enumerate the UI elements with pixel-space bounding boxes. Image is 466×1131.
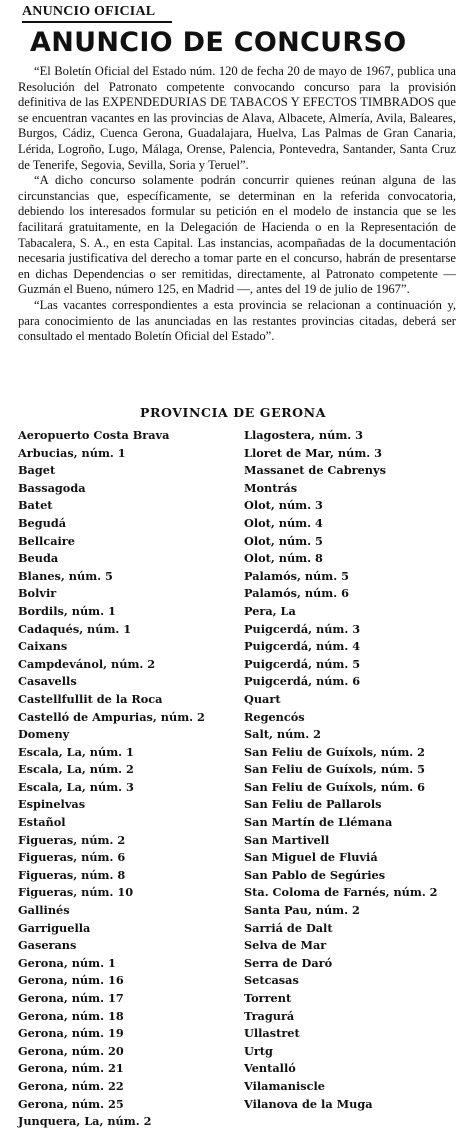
list-item: Arbucias, núm. 1 bbox=[18, 445, 126, 460]
list-item: Montrás bbox=[244, 480, 298, 495]
list-item: Urtg bbox=[244, 1043, 273, 1058]
list-item: Casavells bbox=[18, 674, 77, 689]
vacancy-list-left bbox=[18, 427, 238, 1131]
paragraph-boletin: “El Boletín Oficial del Estado núm. 120 de fecha 20 de mayo de 1967, publica una Resolución del Patronato competente convocando concurso para la provisión definitiva de las EXPENDEDURIAS DE TABACOS Y EFECTOS TIMBRADOS que se encuentran vacantes en las provincias de Alava, Albacete, Almería, Avila, Baleares, Burgos, Cádiz, Cuenca Gerona, Guadalajara, Huelva, Las Palmas de Gran Canaria, Lérida, Logroño, Lugo, Málaga, Orense, Palencia, Pontevedra, Santander, Santa Cruz de Tenerife, Segovia, Sevilla, Soria y Teruel”. bbox=[18, 64, 456, 172]
list-item: Gerona, núm. 22 bbox=[18, 1078, 124, 1093]
list-item: Gerona, núm. 21 bbox=[18, 1061, 124, 1076]
province-title: PROVINCIA DE GERONA bbox=[140, 405, 326, 420]
list-item: Sta. Coloma de Farnés, núm. 2 bbox=[244, 885, 438, 900]
list-item: Aeropuerto Costa Brava bbox=[18, 428, 170, 442]
section-label: ANUNCIO OFICIAL bbox=[22, 4, 172, 23]
list-item: Puigcerdá, núm. 3 bbox=[244, 621, 361, 636]
list-item: Castellfullit de la Roca bbox=[18, 691, 163, 706]
list-item: Olot, núm. 8 bbox=[244, 551, 323, 566]
list-item: Gerona, núm. 17 bbox=[18, 991, 124, 1005]
list-item: Sarriá de Dalt bbox=[244, 920, 333, 935]
list-item: Olot, núm. 4 bbox=[244, 515, 323, 530]
list-item: Selva de Mar bbox=[244, 938, 327, 953]
list-item: Gerona, núm. 19 bbox=[18, 1026, 124, 1041]
list-item: Cadaqués, núm. 1 bbox=[18, 621, 132, 636]
list-item: Garriguella bbox=[18, 920, 91, 935]
list-item: Figueras, núm. 6 bbox=[18, 850, 126, 865]
list-item: San Feliu de Guíxols, núm. 5 bbox=[244, 762, 426, 777]
list-item: Regencós bbox=[244, 709, 305, 724]
paragraph-conditions: “A dicho concurso solamente podrán concurrir quienes reúnan alguna de las circunstancias que, específicamente, se determinan en la referida convocatoria, debiendo los interesados formular su petición en el modelo de instancia que se les facilitará gratuitamente, en la Delegación de Hacienda o en la Representación de Tabacalera, S. A., en esta Capital. Las instancias, acompañadas de la documentación necesaria justificativa del derecho a tomar parte en el concurso, habrán de presentarse en dichas Dependencias o ser remitidas, directamente, al Patronato competente — Guzmán el Bueno, número 125, en Madrid —, antes del 19 de julio de 1967”. bbox=[18, 173, 456, 297]
list-item: Bellcaire bbox=[18, 533, 75, 548]
list-item: Blanes, núm. 5 bbox=[18, 568, 113, 583]
list-item: Begudá bbox=[18, 515, 67, 530]
list-item: Lloret de Mar, núm. 3 bbox=[244, 445, 383, 460]
list-item: Puigcerdá, núm. 4 bbox=[244, 639, 361, 654]
list-item: Escala, La, núm. 3 bbox=[18, 779, 134, 794]
list-item: Palamós, núm. 5 bbox=[244, 568, 349, 583]
list-item: San Feliu de Pallarols bbox=[244, 797, 382, 812]
list-item: Caixans bbox=[18, 639, 68, 654]
list-item: Salt, núm. 2 bbox=[244, 727, 321, 742]
list-item: Setcasas bbox=[244, 973, 299, 988]
list-item: San Miguel de Fluviá bbox=[244, 850, 378, 865]
list-item: Gaserans bbox=[18, 938, 77, 953]
list-item: Palamós, núm. 6 bbox=[244, 586, 349, 601]
list-item: San Feliu de Guíxols, núm. 6 bbox=[244, 779, 426, 794]
list-item: Bolvir bbox=[18, 586, 57, 601]
announcement-body bbox=[18, 64, 456, 345]
list-item: Vilanova de la Muga bbox=[244, 1096, 373, 1111]
paragraph-vacancies: “Las vacantes correspondientes a esta provincia se relacionan a continuación y, para conocimiento de las anunciadas en las restantes provincias citadas, deberá ser consultado el mentado Boletín Oficial del Estado”. bbox=[18, 297, 456, 344]
list-item: Gerona, núm. 25 bbox=[18, 1096, 124, 1111]
list-item: Bassagoda bbox=[18, 480, 86, 495]
list-item: San Pablo de Segúries bbox=[244, 867, 386, 882]
list-item: San Feliu de Guíxols, núm. 2 bbox=[244, 744, 426, 759]
list-item: Junquera, La, núm. 2 bbox=[18, 1114, 152, 1129]
list-item: Gerona, núm. 20 bbox=[18, 1043, 124, 1058]
list-item: Pera, La bbox=[244, 603, 296, 618]
list-item: Torrent bbox=[244, 991, 292, 1005]
page-title: ANUNCIO DE CONCURSO bbox=[30, 27, 407, 58]
list-item: Gerona, núm. 16 bbox=[18, 973, 124, 988]
list-item: Figueras, núm. 10 bbox=[18, 885, 134, 900]
list-item: Escala, La, núm. 1 bbox=[18, 744, 134, 759]
list-item: San Martín de Llémana bbox=[244, 815, 393, 830]
list-item: Puigcerdá, núm. 5 bbox=[244, 656, 361, 671]
list-item: Olot, núm. 3 bbox=[244, 498, 323, 513]
list-item: Gallinés bbox=[18, 903, 70, 918]
list-item: Quart bbox=[244, 691, 281, 706]
list-item: Serra de Daró bbox=[244, 955, 333, 970]
list-item: Baget bbox=[18, 463, 56, 478]
list-item: Figueras, núm. 2 bbox=[18, 832, 126, 847]
list-item: Ventalló bbox=[244, 1061, 296, 1076]
list-item: Olot, núm. 5 bbox=[244, 533, 323, 548]
list-item: Tragurá bbox=[244, 1008, 295, 1023]
list-item: Vilamaniscle bbox=[244, 1078, 325, 1093]
list-item: San Martivell bbox=[244, 832, 330, 847]
list-item: Domeny bbox=[18, 727, 70, 742]
list-item: Bordils, núm. 1 bbox=[18, 603, 116, 618]
list-item: Figueras, núm. 8 bbox=[18, 867, 126, 882]
list-item: Batet bbox=[18, 498, 53, 513]
list-item: Massanet de Cabrenys bbox=[244, 463, 386, 478]
list-item: Campdevánol, núm. 2 bbox=[18, 656, 156, 671]
list-item: Espinelvas bbox=[18, 797, 86, 812]
list-item: Beuda bbox=[18, 551, 59, 566]
list-item: Santa Pau, núm. 2 bbox=[244, 903, 360, 918]
list-item: Puigcerdá, núm. 6 bbox=[244, 674, 361, 689]
list-item: Llagostera, núm. 3 bbox=[244, 428, 363, 442]
list-item: Estañol bbox=[18, 815, 66, 830]
list-item: Gerona, núm. 1 bbox=[18, 955, 116, 970]
list-item: Gerona, núm. 18 bbox=[18, 1008, 124, 1023]
vacancy-list-right bbox=[244, 427, 464, 1113]
list-item: Escala, La, núm. 2 bbox=[18, 762, 134, 777]
list-item: Castelló de Ampurias, núm. 2 bbox=[18, 709, 205, 724]
list-item: Ullastret bbox=[244, 1026, 300, 1041]
